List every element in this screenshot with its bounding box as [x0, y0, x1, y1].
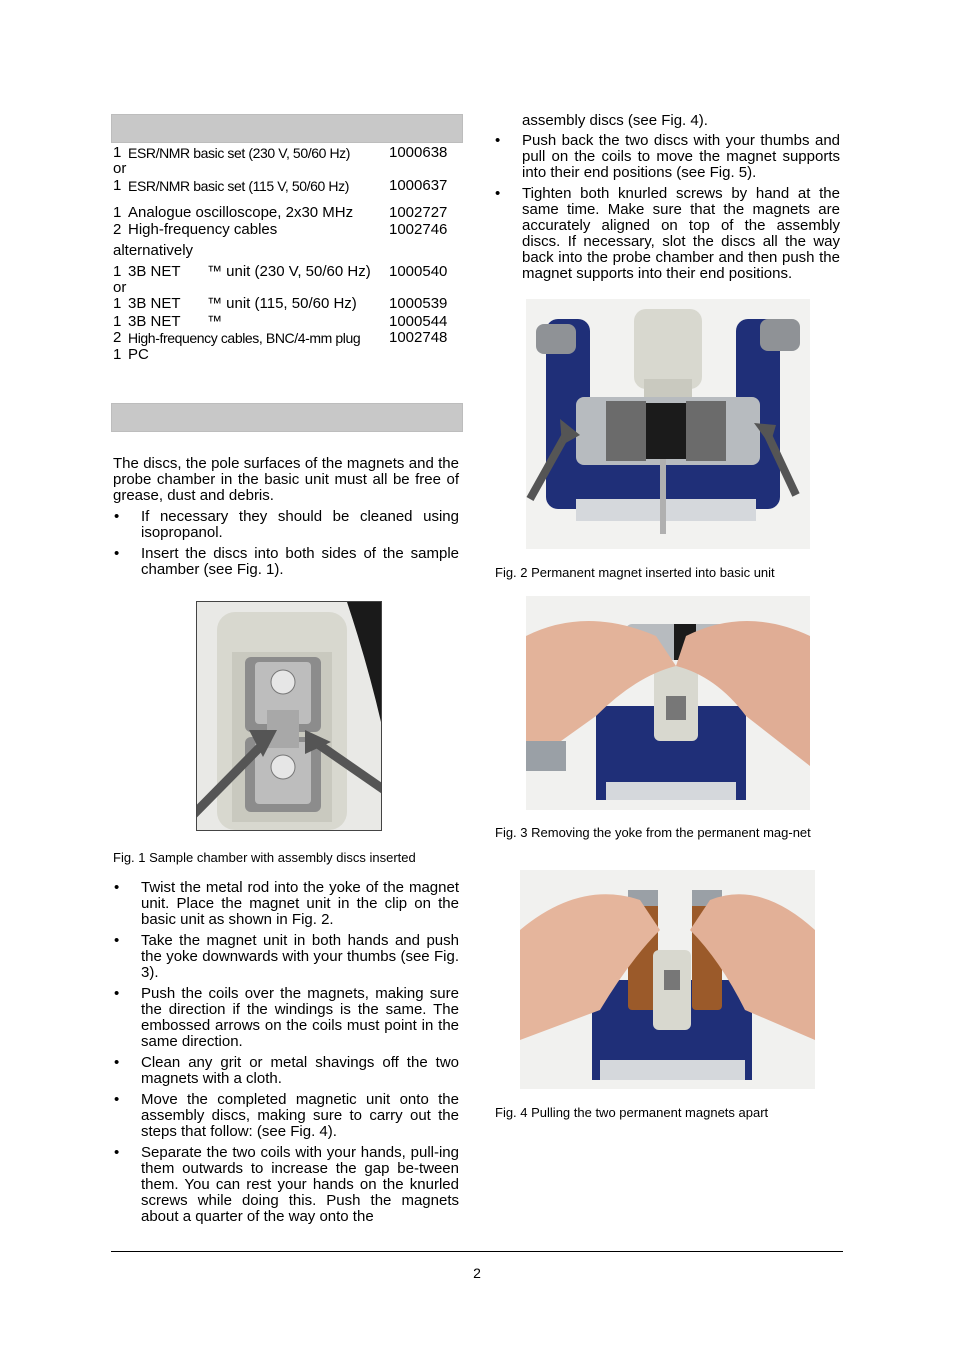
- equipment-cat-number: 1000638: [389, 144, 448, 161]
- equipment-name: Analogue oscilloscope, 2x30 MHz: [128, 204, 354, 221]
- equipment-qty: 1: [113, 295, 122, 312]
- bullet-item: [114, 879, 459, 928]
- equipment-cat-number: 1002748: [389, 329, 448, 346]
- equipment-qty: 2: [113, 221, 122, 238]
- equipment-name: or: [113, 160, 127, 177]
- equipment-name: 3B NET: [128, 313, 181, 330]
- bullet-text: Push the coils over the magnets, making sure the direction if the windings is the same. The embossed arrows on the coils must point in the same direction.: [141, 985, 459, 1050]
- bullet-marker: •: [114, 985, 120, 1002]
- fig3-caption: Fig. 3 Removing the yoke from the permanent mag-net: [495, 825, 811, 840]
- equipment-name-suffix: ™ unit (115, 50/60 Hz): [207, 295, 357, 312]
- equipment-name: ESR/NMR basic set (230 V, 50/60 Hz): [128, 145, 351, 161]
- bullet-marker: •: [495, 185, 501, 202]
- bullet-marker: •: [114, 1054, 120, 1071]
- bullet-marker: •: [114, 545, 120, 562]
- equipment-cat-number: 1000637: [389, 177, 448, 194]
- equipment-cat-number: 1002727: [389, 204, 448, 221]
- bullet-item: [114, 508, 459, 541]
- equipment-header-bar: [111, 114, 463, 143]
- footer-rule: [111, 1251, 843, 1252]
- equipment-name: High-frequency cables, BNC/4-mm plug: [128, 330, 361, 346]
- equipment-name: High-frequency cables: [128, 221, 278, 238]
- fig1-photo: [196, 601, 382, 831]
- equipment-qty: 2: [113, 329, 122, 346]
- bullet-marker: •: [495, 132, 501, 149]
- bullet-marker: •: [114, 508, 120, 525]
- fig3-photo: [526, 596, 810, 810]
- equipment-name-suffix: ™ unit (230 V, 50/60 Hz): [207, 263, 371, 280]
- bullet-item: [495, 185, 840, 282]
- removing-yoke-illustration: [526, 596, 810, 810]
- page-number: 2: [473, 1265, 481, 1281]
- assembly-header-bar: [111, 403, 463, 432]
- equipment-qty: 1: [113, 263, 122, 280]
- fig4-caption: Fig. 4 Pulling the two permanent magnets apart: [495, 1105, 769, 1120]
- pulling-magnets-apart-illustration: [520, 870, 815, 1089]
- equipment-cat-number: 1000544: [389, 313, 448, 330]
- equipment-name: or: [113, 279, 127, 296]
- equipment-name: ESR/NMR basic set (115 V, 50/60 Hz): [128, 178, 349, 194]
- bullet-text: Twist the metal rod into the yoke of the magnet unit. Place the magnet unit in the clip on the basic unit as shown in Fig. 2.: [141, 879, 459, 928]
- bullet-item: [114, 1091, 459, 1140]
- equipment-name: 3B NET: [128, 295, 181, 312]
- bullet-item: [114, 932, 459, 981]
- equipment-name: PC: [128, 346, 149, 363]
- equipment-name: 3B NET: [128, 263, 181, 280]
- equipment-name: alternatively: [113, 242, 194, 259]
- bullet-text: Push back the two discs with your thumbs and pull on the coils to move the magnet supports into their end positions (see Fig. 5).: [522, 132, 840, 181]
- bullet-text: Separate the two coils with your hands, pull-ing them outwards to increase the gap be-tween them. You can rest your hands on the knurled screws while doing this. Push the magnets about a quarter of the way onto the: [141, 1144, 459, 1225]
- bullet-text: Move the completed magnetic unit onto the assembly discs, making sure to carry out the steps that follow: (see Fig. 4).: [141, 1091, 459, 1140]
- sample-chamber-illustration: [197, 602, 381, 830]
- continuation-text: assembly discs (see Fig. 4).: [522, 112, 708, 129]
- magnet-basic-unit-illustration: [526, 299, 810, 549]
- bullet-marker: •: [114, 879, 120, 896]
- equipment-cat-number: 1000540: [389, 263, 448, 280]
- bullet-item: [114, 985, 459, 1050]
- fig4-photo: [520, 870, 815, 1089]
- bullet-marker: •: [114, 932, 120, 949]
- bullet-text: Tighten both knurled screws by hand at the same time. Make sure that the magnets are accurately aligned on top of the assembly discs. If necessary, slot the discs all the way back into the probe chamber and then push the magnet supports into their end positions.: [522, 185, 840, 282]
- equipment-qty: 1: [113, 204, 122, 221]
- equipment-qty: 1: [113, 177, 122, 194]
- bullet-marker: •: [114, 1144, 120, 1161]
- bullet-text: Insert the discs into both sides of the sample chamber (see Fig. 1).: [141, 545, 459, 578]
- equipment-qty: 1: [113, 144, 122, 161]
- equipment-qty: 1: [113, 313, 122, 330]
- bullet-item: [114, 545, 459, 578]
- equipment-cat-number: 1002746: [389, 221, 448, 238]
- bullet-text: Take the magnet unit in both hands and push the yoke downwards with your thumbs (see Fig. 3).: [141, 932, 459, 981]
- fig2-caption: Fig. 2 Permanent magnet inserted into basic unit: [495, 565, 775, 580]
- fig2-photo: [526, 299, 810, 549]
- equipment-qty: 1: [113, 346, 122, 363]
- bullet-text: If necessary they should be cleaned using isopropanol.: [141, 508, 459, 541]
- bullet-item: [495, 132, 840, 181]
- bullet-item: [114, 1054, 459, 1087]
- equipment-name-suffix: ™: [207, 313, 222, 330]
- bullet-marker: •: [114, 1091, 120, 1108]
- fig1-caption: Fig. 1 Sample chamber with assembly discs inserted: [113, 850, 416, 865]
- equipment-cat-number: 1000539: [389, 295, 448, 312]
- bullet-item: [114, 1144, 459, 1225]
- bullet-text: Clean any grit or metal shavings off the two magnets with a cloth.: [141, 1054, 459, 1087]
- assembly-intro: The discs, the pole surfaces of the magnets and the probe chamber in the basic unit must all be free of grease, dust and debris.: [113, 455, 459, 504]
